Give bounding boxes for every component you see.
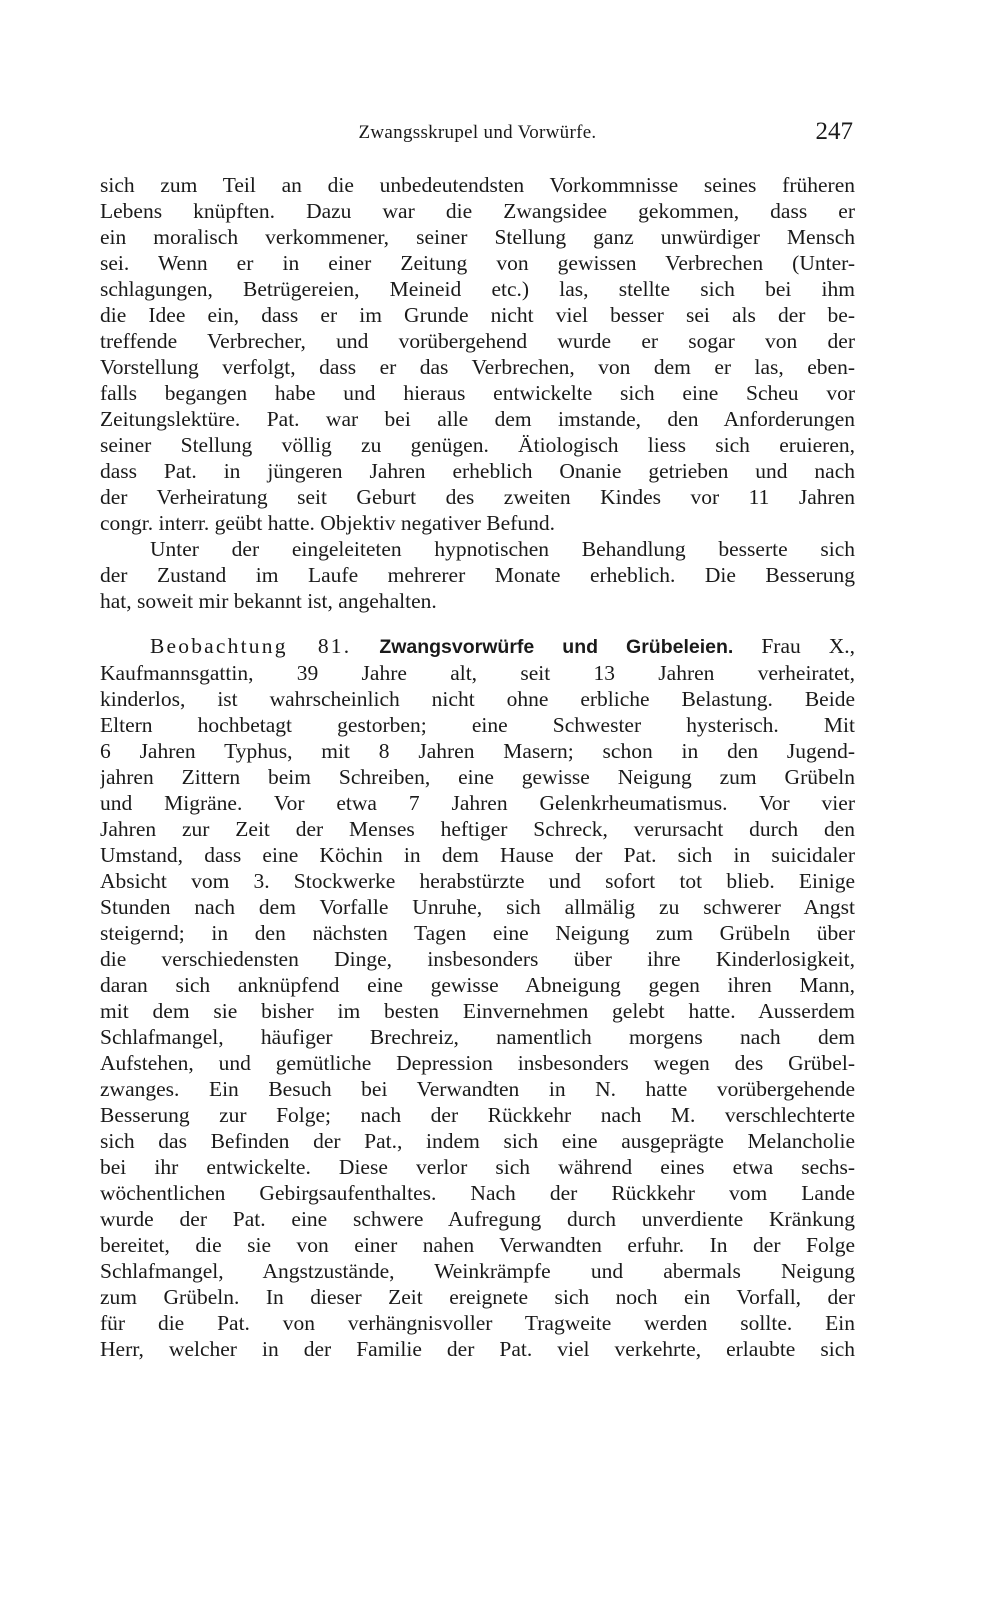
text-line: bei ihr entwickelte. Diese verlor sich während eines etwa sechs- (100, 1155, 855, 1179)
text-line: dass Pat. in jüngeren Jahren erheblich Onanie getrieben und nach (100, 459, 855, 483)
text-line: sich zum Teil an die unbedeutendsten Vorkommnisse seines früheren (100, 173, 855, 197)
text-line: und Migräne. Vor etwa 7 Jahren Gelenkrheumatismus. Vor vier (100, 791, 855, 815)
running-title: Zwangsskrupel und Vorwürfe. (358, 122, 597, 143)
text-line: der Zustand im Laufe mehrerer Monate erheblich. Die Besserung (100, 563, 855, 587)
text-line: Umstand, dass eine Köchin in dem Hause der Pat. sich in suicidaler (100, 843, 855, 867)
section-gap (100, 614, 855, 633)
text-line: 6 Jahren Typhus, mit 8 Jahren Masern; schon in den Jugend- (100, 739, 855, 763)
text-line: Zeitungslektüre. Pat. war bei alle dem imstande, den Anforderungen (100, 407, 855, 431)
text-line: Lebens knüpften. Dazu war die Zwangsidee gekommen, dass er (100, 199, 855, 223)
text-line: treffende Verbrecher, und vorübergehend wurde er sogar von der (100, 329, 855, 353)
text-line: der Verheiratung seit Geburt des zweiten Kindes vor 11 Jahren (100, 485, 855, 509)
text-line: Besserung zur Folge; nach der Rückkehr nach M. verschlechterte (100, 1103, 855, 1127)
paragraph-observation-81 (100, 633, 855, 1362)
text-line: sich das Befinden der Pat., indem sich eine ausgeprägte Melancholie (100, 1129, 855, 1153)
text-line: jahren Zittern beim Schreiben, eine gewisse Neigung zum Grübeln (100, 765, 855, 789)
text-line: Vorstellung verfolgt, dass er das Verbrechen, von dem er las, eben- (100, 355, 855, 379)
text-line: mit dem sie bisher im besten Einvernehmen gelebt hatte. Ausserdem (100, 999, 855, 1023)
text-line: die Idee ein, dass er im Grunde nicht viel besser sei als der be- (100, 303, 855, 327)
text-line: zwanges. Ein Besuch bei Verwandten in N. hatte vorübergehende (100, 1077, 855, 1101)
page-number: 247 (815, 118, 853, 145)
text-line: hat, soweit mir bekannt ist, angehalten. (100, 589, 437, 613)
paragraph-treatment-outcome (100, 536, 855, 614)
text-line: für die Pat. von verhängnisvoller Tragweite werden sollte. Ein (100, 1311, 855, 1335)
text-line: bereitet, die sie von einer nahen Verwandten erfuhr. In der Folge (100, 1233, 855, 1257)
text-line: falls begangen habe und hieraus entwickelte sich eine Scheu vor (100, 381, 855, 405)
text-line: Stunden nach dem Vorfalle Unruhe, sich allmälig zu schwerer Angst (100, 895, 855, 919)
text-line: kinderlos, ist wahrscheinlich nicht ohne erbliche Belastung. Beide (100, 687, 855, 711)
text-line: Herr, welcher in der Familie der Pat. viel verkehrte, erlaubte sich (100, 1337, 855, 1361)
text-line: sei. Wenn er in einer Zeitung von gewissen Verbrechen (Unter- (100, 251, 855, 275)
text-line: ein moralisch verkommener, seiner Stellung ganz unwürdiger Mensch (100, 225, 855, 249)
text-line: Kaufmannsgattin, 39 Jahre alt, seit 13 Jahren verheiratet, (100, 661, 855, 685)
text-line: Schlafmangel, Angstzustände, Weinkrämpfe und abermals Neigung (100, 1259, 855, 1283)
text-line: die verschiedensten Dinge, insbesonders über ihre Kinderlosigkeit, (100, 947, 855, 971)
observation-first-line-rest: Frau X., (761, 634, 855, 658)
text-line: wurde der Pat. eine schwere Aufregung durch unverdiente Kränkung (100, 1207, 855, 1231)
text-line: schlagungen, Betrügereien, Meineid etc.) las, stellte sich bei ihm (100, 277, 855, 301)
paragraph-case-continuation (100, 172, 855, 536)
text-line: Aufstehen, und gemütliche Depression insbesonders wegen des Grübel- (100, 1051, 855, 1075)
running-head (100, 118, 855, 158)
observation-heading-line (100, 633, 855, 660)
text-line: seiner Stellung völlig zu genügen. Ätiologisch liess sich eruieren, (100, 433, 855, 457)
text-line: Schlafmangel, häufiger Brechreiz, namentlich morgens nach dem (100, 1025, 855, 1049)
observation-title: Zwangsvorwürfe und Grübeleien. (379, 636, 734, 658)
text-line: congr. interr. geübt hatte. Objektiv negativer Befund. (100, 511, 555, 535)
text-line: Unter der eingeleiteten hypnotischen Behandlung besserte sich (150, 537, 855, 561)
text-line: daran sich anknüpfend eine gewisse Abneigung gegen ihren Mann, (100, 973, 855, 997)
text-line: zum Grübeln. In dieser Zeit ereignete sich noch ein Vorfall, der (100, 1285, 855, 1309)
text-line: Jahren zur Zeit der Menses heftiger Schreck, verursacht durch den (100, 817, 855, 841)
observation-label: Beobachtung 81. (150, 634, 352, 658)
text-line: Absicht vom 3. Stockwerke herabstürzte und sofort tot blieb. Einige (100, 869, 855, 893)
text-line: Eltern hochbetagt gestorben; eine Schwester hysterisch. Mit (100, 713, 855, 737)
text-line: steigernd; in den nächsten Tagen eine Neigung zum Grübeln über (100, 921, 855, 945)
text-line: wöchentlichen Gebirgsaufenthaltes. Nach der Rückkehr vom Lande (100, 1181, 855, 1205)
book-page (100, 118, 855, 1362)
